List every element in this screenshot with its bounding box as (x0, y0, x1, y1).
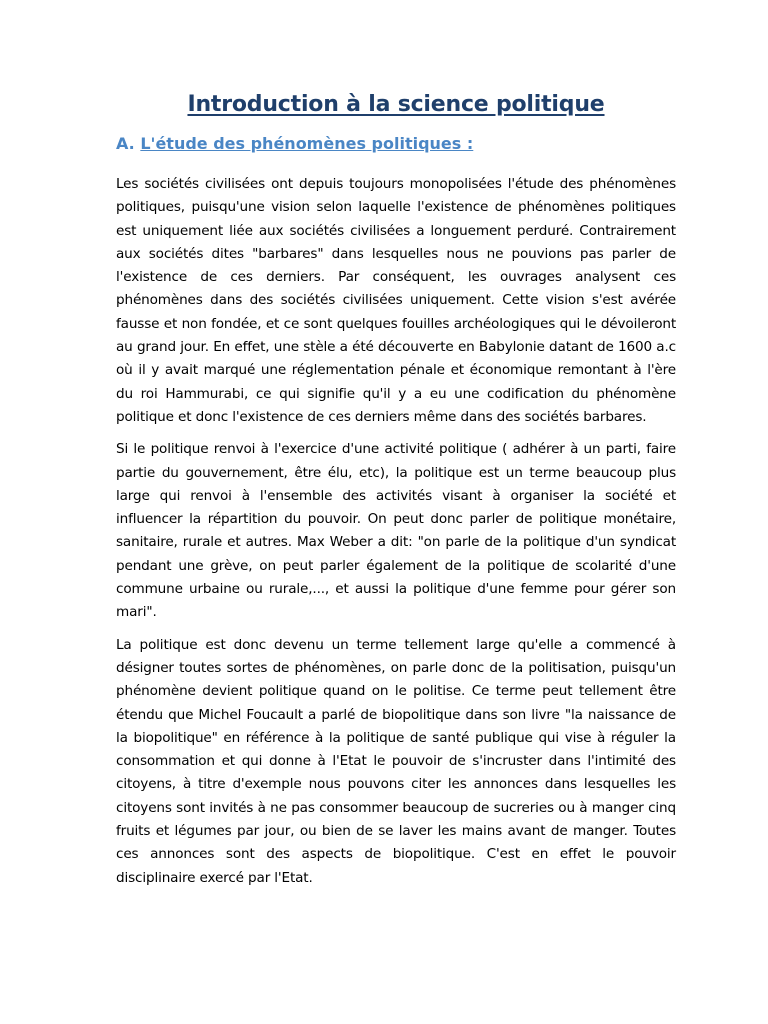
document-page (116, 88, 676, 890)
page-title: Introduction à la science politique (187, 92, 605, 117)
section-heading (116, 132, 676, 156)
section-letter: A. (116, 134, 135, 153)
paragraph-1: Les sociétés civilisées ont depuis toujours monopolisées l'étude des phénomènes politiques, puisqu'une vision selon laquelle l'existence de phénomènes politiques est uniquement liée aux sociétés civilisées a longuement perduré. Contrairement aux sociétés dites "barbares" dans lesquelles nous ne pouvions pas parler de l'existence de ces derniers. Par conséquent, les ouvrages analysent ces phénomènes dans des sociétés civilisées uniquement. Cette vision s'est avérée fausse et non fondée, et ce sont quelques fouilles archéologiques qui le dévoileront au grand jour. En effet, une stèle a été découverte en Babylonie datant de 1600 a.c où il y avait marqué une réglementation pénale et économique remontant à l'ère du roi Hammurabi, ce qui signifie qu'il y a eu une codification du phénomène politique et donc l'existence de ces derniers même dans des sociétés barbares. (116, 176, 676, 425)
paragraph-3: La politique est donc devenu un terme tellement large qu'elle a commencé à désigner toutes sortes de phénomènes, on parle donc de la politisation, puisqu'un phénomène devient politique quand on le politise. Ce terme peut tellement être étendu que Michel Foucault a parlé de biopolitique dans son livre "la naissance de la biopolitique" en référence à la politique de santé publique qui vise à réguler la consommation et qui donne à l'Etat le pouvoir de s'incruster dans l'intimité des citoyens, à titre d'exemple nous pouvons citer les annonces dans lesquelles les citoyens sont invités à ne pas consommer beaucoup de sucreries ou à manger cinq fruits et légumes par jour, ou bien de se laver les mains avant de manger. Toutes ces annonces sont des aspects de biopolitique. C'est en effet le pouvoir disciplinaire exercé par l'Etat. (116, 636, 676, 886)
section-heading-label: L'étude des phénomènes politiques : (140, 134, 474, 153)
paragraph-2: Si le politique renvoi à l'exercice d'une activité politique ( adhérer à un parti, faire partie du gouvernement, être élu, etc), la politique est un terme beaucoup plus large qui renvoi à l'ensemble des activités visant à organiser la société et influencer la répartition du pouvoir. On peut donc parler de politique monétaire, sanitaire, rurale et autres. Max Weber a dit: "on parle de la politique d'un syndicat pendant une grève, on peut parler également de la politique de scolarité d'une commune urbaine ou rurale,..., et aussi la politique d'une femme pour gérer son mari". (116, 441, 676, 621)
